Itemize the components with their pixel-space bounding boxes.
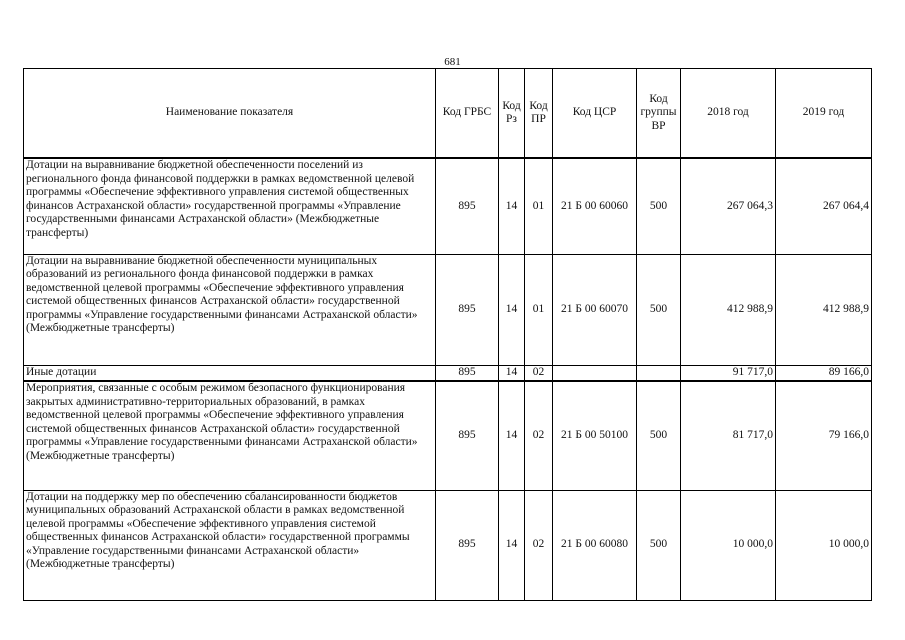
page-number: 681 [444, 56, 461, 68]
row-grbs: 895 [436, 381, 499, 490]
row-2018: 10 000,0 [681, 490, 776, 600]
row-2018: 91 717,0 [681, 365, 776, 381]
table-row [24, 381, 872, 490]
row-rz: 14 [499, 381, 525, 490]
row-name: Дотации на выравнивание бюджетной обеспеченности муниципальных образований из регионального фонда финансовой поддержки в рамках ведомственной целевой программы «Обеспечение эффективного управления системой общественных финансов Астраханской области» государственной программы «Управление государственными финансами Астраханской области» (Межбюджетные трансферты) [24, 254, 436, 365]
row-2019: 10 000,0 [776, 490, 872, 600]
header-row [24, 69, 872, 159]
row-csr: 21 Б 00 50100 [553, 381, 637, 490]
row-vr: 500 [637, 381, 681, 490]
table-row [24, 490, 872, 600]
row-csr: 21 Б 00 60060 [553, 158, 637, 254]
row-name: Дотации на поддержку мер по обеспечению сбалансированности бюджетов муниципальных образований Астраханской области в рамках ведомственной целевой программы «Обеспечение эффективного управления системой общественных финансов Астраханской области» государственной программы «Управление государственными финансами Астраханской области» (Межбюджетные трансферты) [24, 490, 436, 600]
row-name: Мероприятия, связанные с особым режимом безопасного функционирования закрытых административно-территориальных образований, в рамках ведомственной целевой программы «Обеспечение эффективного управления системой общественных финансов Астраханской области» государственной программы «Управление государственными финансами Астраханской области» (Межбюджетные трансферты) [24, 381, 436, 490]
row-rz: 14 [499, 490, 525, 600]
row-2019: 79 166,0 [776, 381, 872, 490]
row-pr: 01 [525, 254, 553, 365]
table-row [24, 365, 872, 381]
header-csr: Код ЦСР [553, 69, 637, 159]
row-vr: 500 [637, 158, 681, 254]
table-row [24, 254, 872, 365]
row-vr: 500 [637, 254, 681, 365]
row-pr: 02 [525, 490, 553, 600]
row-pr: 02 [525, 365, 553, 381]
row-2019: 89 166,0 [776, 365, 872, 381]
budget-table [23, 68, 872, 601]
row-csr: 21 Б 00 60070 [553, 254, 637, 365]
row-pr: 01 [525, 158, 553, 254]
header-vr: Код группы ВР [637, 69, 681, 159]
row-grbs: 895 [436, 254, 499, 365]
row-csr: 21 Б 00 60080 [553, 490, 637, 600]
row-vr [637, 365, 681, 381]
row-2019: 267 064,4 [776, 158, 872, 254]
header-grbs: Код ГРБС [436, 69, 499, 159]
row-vr: 500 [637, 490, 681, 600]
row-2018: 267 064,3 [681, 158, 776, 254]
row-pr: 02 [525, 381, 553, 490]
row-grbs: 895 [436, 158, 499, 254]
header-name: Наименование показателя [24, 69, 436, 159]
row-grbs: 895 [436, 365, 499, 381]
row-csr [553, 365, 637, 381]
row-2018: 81 717,0 [681, 381, 776, 490]
row-2019: 412 988,9 [776, 254, 872, 365]
row-grbs: 895 [436, 490, 499, 600]
row-name: Иные дотации [24, 365, 436, 381]
header-pr: Код ПР [525, 69, 553, 159]
row-rz: 14 [499, 254, 525, 365]
table-row [24, 158, 872, 254]
row-rz: 14 [499, 158, 525, 254]
row-name: Дотации на выравнивание бюджетной обеспеченности поселений из регионального фонда финансовой поддержки в рамках ведомственной целевой программы «Обеспечение эффективного управления системой общественных финансов Астраханской области» государственной программы «Управление государственными финансами Астраханской области» (Межбюджетные трансферты) [24, 158, 436, 254]
row-2018: 412 988,9 [681, 254, 776, 365]
header-2018: 2018 год [681, 69, 776, 159]
header-2019: 2019 год [776, 69, 872, 159]
row-rz: 14 [499, 365, 525, 381]
header-rz: Код Рз [499, 69, 525, 159]
